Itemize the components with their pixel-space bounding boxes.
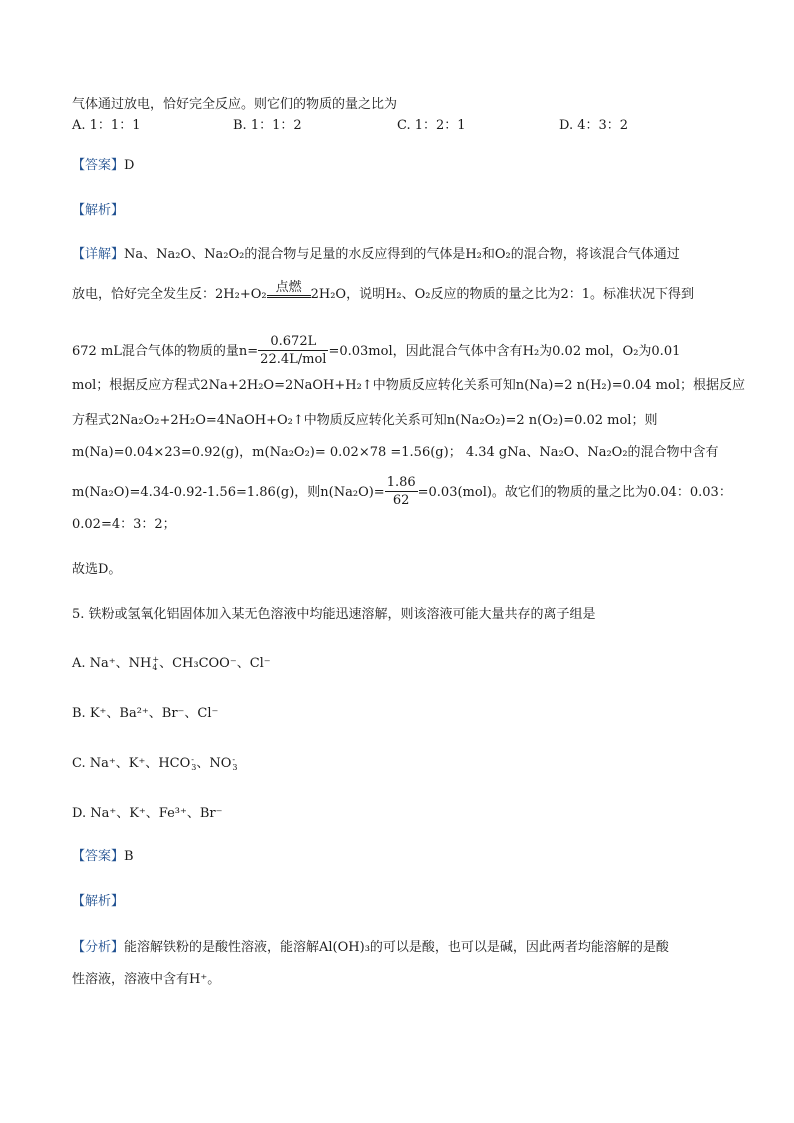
q4-detail-line-2: 放电，恰好完全发生反：2H₂+O₂ 点燃 2H₂O，说明H₂、O₂反应的物质的量之比为2：1。标准状况下得到 [72,280,695,302]
q5-option-b: B. K⁺、Ba²⁺、Br⁻、Cl⁻ [72,706,219,721]
answer-value: D [124,158,135,173]
q5-fenxi-line-1: 【分析】能溶解铁粉的是酸性溶液，能溶解Al(OH)₃的可以是酸，也可以是碱，因此两者均能溶解的是酸 [72,940,669,955]
detail-label: 【详解】 [72,247,125,262]
q4-detail-line-7: m(Na₂O)=4.34-0.92-1.56=1.86(g)，则n(Na₂O)= $\frac{1.86}{62}$ =0.03(mol)。故它们的物质的量之比为0.04：0.03： [72,475,732,508]
nitrate-ion: NO - 3 [209,754,238,772]
answer-value: B [124,849,134,864]
q4-option-d: D. 4：3：2 [559,118,629,133]
q4-conclusion: 故选D。 [72,562,122,577]
q4-detail-line-1: 【详解】Na、Na₂O、Na₂O₂的混合物与足量的水反应得到的气体是H₂和O₂的混合物，将该混合气体通过 [72,247,680,262]
q4-option-a: A. 1：1：1 [72,118,141,133]
q4-options [72,114,722,132]
fraction-moles: $\frac{0.672L}{\text{22.4L/mol}}$ [260,334,327,367]
bicarbonate-ion: HCO - 3 [158,754,197,772]
fraction-na2o: $\frac{1.86}{62}$ [386,475,416,508]
q4-detail-line-5: 方程式2Na₂O₂+2H₂O=4NaOH+O₂↑中物质反应转化关系可知n(Na₂O₂)=2 n(O₂)=0.02 mol；则 [72,413,658,428]
q4-detail-line-8: 0.02=4：3：2； [72,517,176,532]
q4-detail-line-3: 672 mL混合气体的物质的量n= $\frac{0.672L}{\text{22.4L/mol}}$ =0.03mol，因此混合气体中含有H₂为0.02 mol，O₂为0.01 [72,334,681,367]
q5-stem: 5. 铁粉或氢氧化铝固体加入某无色溶液中均能迅速溶解，则该溶液可能大量共存的离子组是 [72,607,596,622]
q5-option-c: C. Na⁺、K⁺、HCO - 3 、NO - 3 [72,754,238,772]
answer-label: 【答案】 [72,849,125,864]
q4-answer [72,157,134,175]
ammonium-ion: NH + 4 [128,654,160,672]
q5-answer [72,848,134,866]
q4-option-b: B. 1：1：2 [233,118,302,133]
q4-analysis-label: 【解析】 [72,203,125,218]
q4-intro: 气体通过放电，恰好完全反应。则它们的物质的量之比为 [72,97,398,112]
reaction-condition: 点燃 [267,281,311,304]
q4-detail-line-4: mol；根据反应方程式2Na+2H₂O=2NaOH+H₂↑中物质反应转化关系可知n(Na)=2 n(H₂)=0.04 mol；根据反应 [72,378,745,393]
q4-detail-line-6: m(Na)=0.04×23=0.92(g)，m(Na₂O₂)= 0.02×78 =1.56(g)； 4.34 gNa、Na₂O、Na₂O₂的混合物中含有 [72,445,719,460]
q5-option-d: D. Na⁺、K⁺、Fe³⁺、Br⁻ [72,806,223,821]
q4-option-c: C. 1：2：1 [397,118,466,133]
answer-label: 【答案】 [72,158,125,173]
q5-option-a: A. Na⁺、NH + 4 、CH₃COO⁻、Cl⁻ [72,654,271,672]
q5-analysis-label: 【解析】 [72,894,125,909]
fenxi-label: 【分析】 [72,940,125,955]
q5-fenxi-line-2: 性溶液，溶液中含有H⁺。 [72,972,221,987]
